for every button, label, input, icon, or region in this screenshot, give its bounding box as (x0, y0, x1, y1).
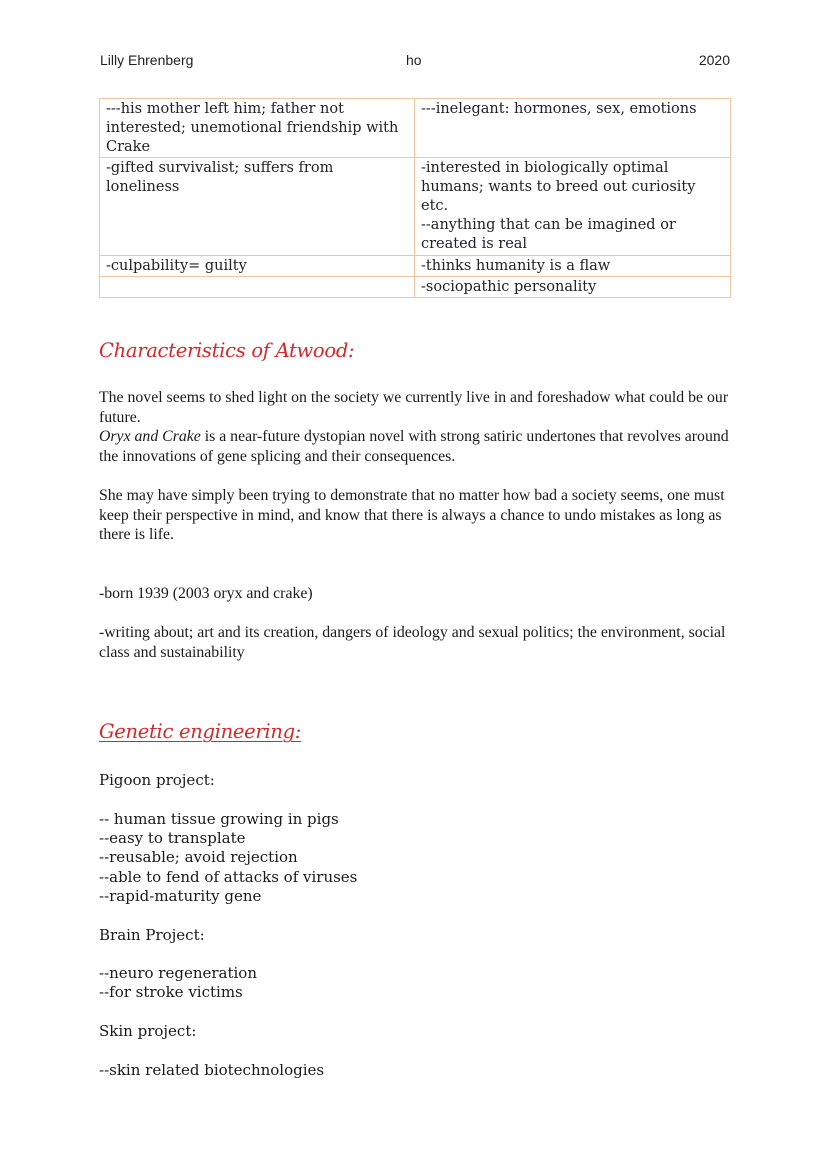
paragraph-society: The novel seems to shed light on the society we currently live in and foreshadow what could be our future. (99, 389, 729, 426)
pigoon-list: -- human tissue growing in pigs --easy to transplate --reusable; avoid rejection --able to fend of attacks of viruses --rapid-maturity gene (99, 810, 358, 905)
paragraph-themes: -writing about; art and its creation, dangers of ideology and sexual politics; the environment, social class and sustainability (99, 624, 726, 661)
skin-title: Skin project: (99, 1022, 197, 1040)
table-row (100, 158, 731, 256)
atwood-heading: Characteristics of Atwood: (99, 339, 355, 362)
paragraph-novel (99, 427, 739, 466)
paragraph-perspective: She may have simply been trying to demonstrate that no matter how bad a society seems, one must keep their perspective in mind, and know that there is always a chance to undo mistakes as long as there is life. (99, 487, 725, 543)
brain-title: Brain Project: (99, 926, 205, 944)
paragraph-novel-text: is a near-future dystopian novel with strong satiric undertones that revolves around the innovations of gene splicing and their consequences. (99, 428, 729, 465)
paragraph-born: -born 1939 (2003 oryx and crake) (99, 585, 313, 602)
header-author: Lilly Ehrenberg (100, 52, 194, 68)
brain-list: --neuro regeneration --for stroke victims (99, 964, 257, 1002)
table-cell: -interested in biologically optimal humans; wants to breed out curiosity etc. --anything that can be imagined or created is real (415, 158, 731, 256)
table-cell (100, 277, 415, 298)
table-cell: ---his mother left him; father not interested; unemotional friendship with Crake (100, 99, 415, 158)
header-center: ho (406, 52, 422, 68)
table-cell: -thinks humanity is a flaw (415, 256, 731, 277)
table-row (100, 99, 731, 158)
table-cell: -sociopathic personality (415, 277, 731, 298)
pigoon-title: Pigoon project: (99, 771, 215, 789)
table-cell: -culpability= guilty (100, 256, 415, 277)
table-cell: -gifted survivalist; suffers from loneliness (100, 158, 415, 256)
book-title: Oryx and Crake (99, 428, 201, 445)
genetic-heading: Genetic engineering: (99, 720, 302, 743)
header-year: 2020 (698, 52, 730, 68)
character-comparison-table (99, 98, 731, 298)
table-cell: ---inelegant: hormones, sex, emotions (415, 99, 731, 158)
table-row (100, 256, 731, 277)
table-row (100, 277, 731, 298)
skin-list: --skin related biotechnologies (99, 1061, 325, 1079)
